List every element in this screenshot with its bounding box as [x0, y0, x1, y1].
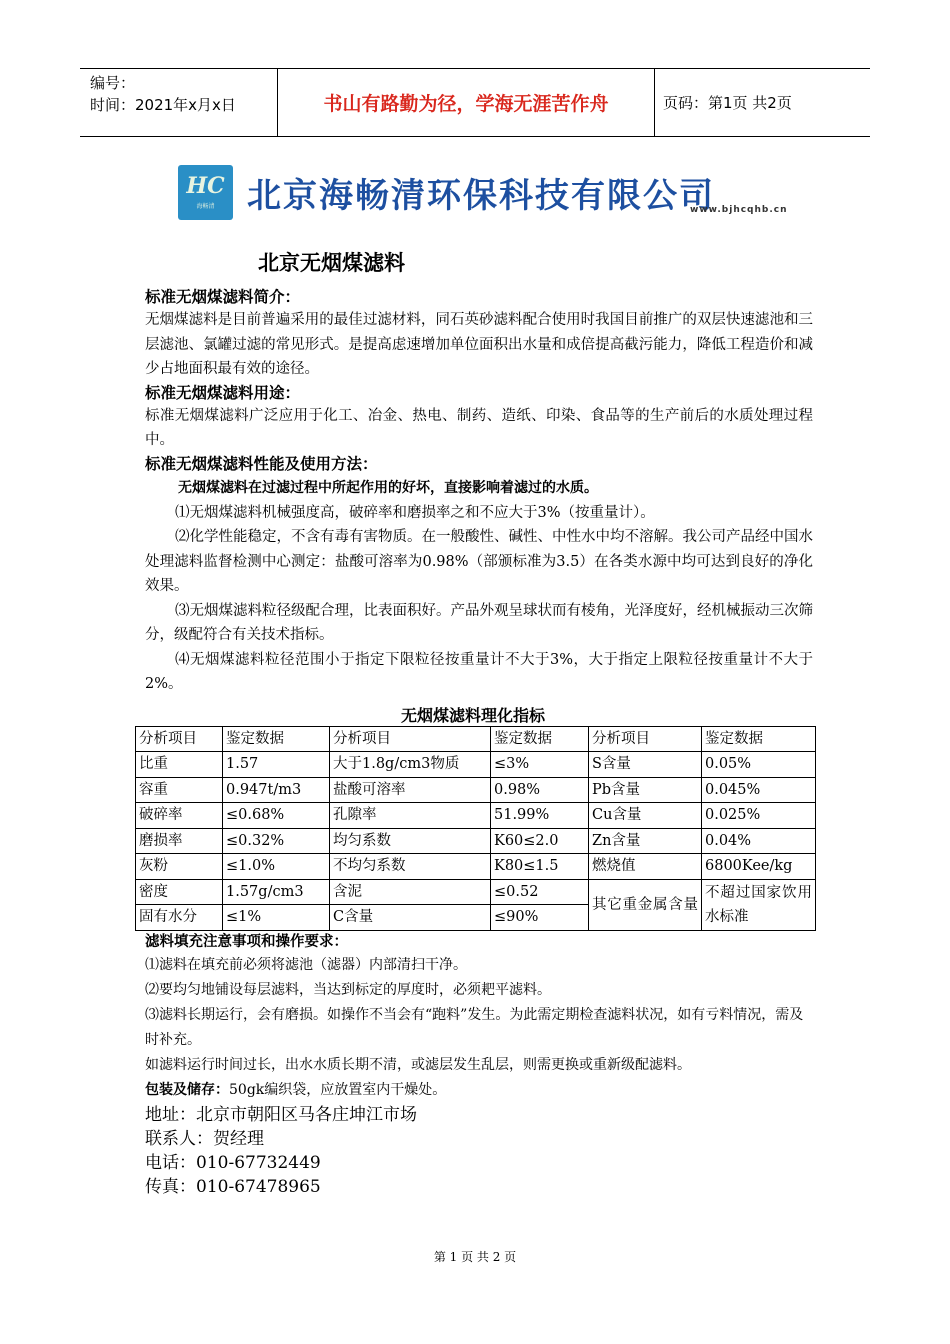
table-cell: 51.99% — [491, 803, 589, 829]
table-header-cell: 鉴定数据 — [491, 726, 589, 752]
header-motto: 书山有路勤为径，学海无涯苦作舟 — [278, 69, 655, 136]
logo-mark — [178, 165, 233, 220]
contact-fax: 传真：010-67478965 — [145, 1176, 321, 1197]
table-cell: ≤0.68% — [223, 803, 330, 829]
table-header-cell: 分析项目 — [589, 726, 702, 752]
intro-text: 无烟煤滤料是目前普遍采用的最佳过滤材料，同石英砂滤料配合使用时我国目前推广的双层快速滤池和三层滤池、氯罐过滤的常见形式。是提高虑速增加单位面积出水量和成倍提高截污能力，降低工程造价和减少占地面积最有效的途径。 — [145, 312, 813, 377]
header-meta — [80, 69, 278, 136]
table-row — [136, 752, 816, 778]
performance-heading: 标准无烟煤滤料性能及使用方法： — [145, 454, 378, 473]
table-cell: ≤1% — [223, 905, 330, 931]
table-row — [136, 879, 816, 905]
table-cell: 0.947t/m3 — [223, 777, 330, 803]
document-title: 北京无烟煤滤料 — [258, 251, 405, 275]
table-cell: 0.025% — [702, 803, 816, 829]
spec-table-title: 无烟煤滤料理化指标 — [400, 705, 545, 725]
performance-item: ⑴无烟煤滤料机械强度高，破碎率和磨损率之和不应大于3%（按重量计）。 — [175, 504, 655, 521]
table-header-cell: 鉴定数据 — [702, 726, 816, 752]
filling-item: ⑶滤料长期运行，会有磨损。如操作不当会有“跑料”发生。为此需定期检查滤料状况，如有亏料情况，需及时补充。 — [145, 1006, 804, 1048]
table-cell: 0.05% — [702, 752, 816, 778]
page-footer: 第 1 页 共 2 页 — [433, 1250, 517, 1264]
table-header-row — [136, 726, 816, 752]
table-cell: 含泥 — [330, 879, 491, 905]
performance-lead: 无烟煤滤料在过滤过程中所起作用的好坏，直接影响着滤过的水质。 — [178, 479, 598, 496]
table-cell: 0.045% — [702, 777, 816, 803]
table-row — [136, 777, 816, 803]
table-row — [136, 854, 816, 880]
company-name: 北京海畅清环保科技有限公司 — [247, 176, 715, 216]
table-cell: 1.57 — [223, 752, 330, 778]
intro-heading: 标准无烟煤滤料简介： — [145, 288, 301, 306]
company-logo — [178, 165, 715, 220]
table-header-cell: 分析项目 — [136, 726, 223, 752]
table-cell: 均匀系数 — [330, 828, 491, 854]
document-body — [139, 286, 813, 1199]
table-cell: K60≤2.0 — [491, 828, 589, 854]
filling-item: ⑴滤料在填充前必须将滤池（滤器）内部清扫干净。 — [145, 956, 467, 973]
filling-item: ⑵要均匀地铺设每层滤料，当达到标定的厚度时，必须耙平滤料。 — [145, 981, 551, 998]
filling-item: 如滤料运行时间过长，出水水质长期不清，或滤层发生乱层，则需更换或重新级配滤料。 — [145, 1056, 691, 1073]
table-header-cell: 鉴定数据 — [223, 726, 330, 752]
performance-item: ⑵化学性能稳定，不含有毒有害物质。在一般酸性、碱性、中性水中均不溶解。我公司产品经中国水处理滤料监督检测中心测定：盐酸可溶率为0.98%（部颁标准为3.5）在各类水源中均可达到良好的净化效果。 — [145, 529, 813, 594]
table-cell: 盐酸可溶率 — [330, 777, 491, 803]
use-text: 标准无烟煤滤料广泛应用于化工、冶金、热电、制药、造纸、印染、食品等的生产前后的水质处理过程中。 — [145, 407, 813, 448]
packaging-line — [145, 1078, 813, 1103]
table-row — [136, 803, 816, 829]
table-cell: ≤0.32% — [223, 828, 330, 854]
table-cell: S含量 — [589, 752, 702, 778]
table-cell: 磨损率 — [136, 828, 223, 854]
logo-mark-small: 海畅清 — [196, 203, 215, 210]
table-cell: 0.04% — [702, 828, 816, 854]
spec-table — [135, 726, 816, 931]
table-cell-merged-item: 其它重金属含量 — [589, 879, 702, 930]
table-cell: 固有水分 — [136, 905, 223, 931]
table-cell: ≤0.52 — [491, 879, 589, 905]
logo-mark-letters: HC — [186, 173, 225, 199]
packaging-text: 50gk编织袋，应放置室内干燥处。 — [229, 1081, 447, 1098]
table-cell: K80≤1.5 — [491, 854, 589, 880]
table-cell: Cu含量 — [589, 803, 702, 829]
table-cell: 不均匀系数 — [330, 854, 491, 880]
table-cell-merged-value: 不超过国家饮用水标准 — [702, 879, 816, 930]
contact-person: 联系人：贺经理 — [145, 1128, 264, 1149]
contact-phone: 电话：010-67732449 — [145, 1152, 321, 1173]
contact-address: 地址：北京市朝阳区马各庄坤江市场 — [145, 1104, 417, 1125]
table-cell: 破碎率 — [136, 803, 223, 829]
table-cell: 0.98% — [491, 777, 589, 803]
table-cell: ≤90% — [491, 905, 589, 931]
performance-item: ⑷无烟煤滤料粒径范围小于指定下限粒径按重量计不大于3%，大于指定上限粒径按重量计不大于2%。 — [145, 651, 813, 692]
table-cell: 1.57g/cm3 — [223, 879, 330, 905]
company-url: www.bjhcqhb.cn — [690, 205, 788, 215]
filling-heading: 滤料填充注意事项和操作要求： — [145, 933, 348, 950]
table-cell: Zn含量 — [589, 828, 702, 854]
table-cell: 大于1.8g/cm3物质 — [330, 752, 491, 778]
table-cell: 灰粉 — [136, 854, 223, 880]
table-cell: 比重 — [136, 752, 223, 778]
use-heading: 标准无烟煤滤料用途： — [145, 383, 301, 402]
table-cell: 燃烧值 — [589, 854, 702, 880]
page-header — [80, 68, 870, 137]
table-header-cell: 分析项目 — [330, 726, 491, 752]
table-cell: Pb含量 — [589, 777, 702, 803]
table-row — [136, 828, 816, 854]
table-cell: C含量 — [330, 905, 491, 931]
table-cell: 密度 — [136, 879, 223, 905]
packaging-label: 包装及储存： — [145, 1081, 229, 1098]
table-cell: 6800Kee/kg — [702, 854, 816, 880]
table-cell: 孔隙率 — [330, 803, 491, 829]
header-page-number: 页码：第1页 共2页 — [663, 94, 792, 112]
table-cell: 容重 — [136, 777, 223, 803]
document-date: 时间：2021年x月x日 — [90, 96, 236, 114]
table-cell: ≤3% — [491, 752, 589, 778]
document-number: 编号： — [90, 74, 136, 92]
performance-item: ⑶无烟煤滤料粒径级配合理，比表面积好。产品外观呈球状而有棱角，光泽度好，经机械振动三次筛分，级配符合有关技术指标。 — [145, 602, 813, 643]
table-cell: ≤1.0% — [223, 854, 330, 880]
